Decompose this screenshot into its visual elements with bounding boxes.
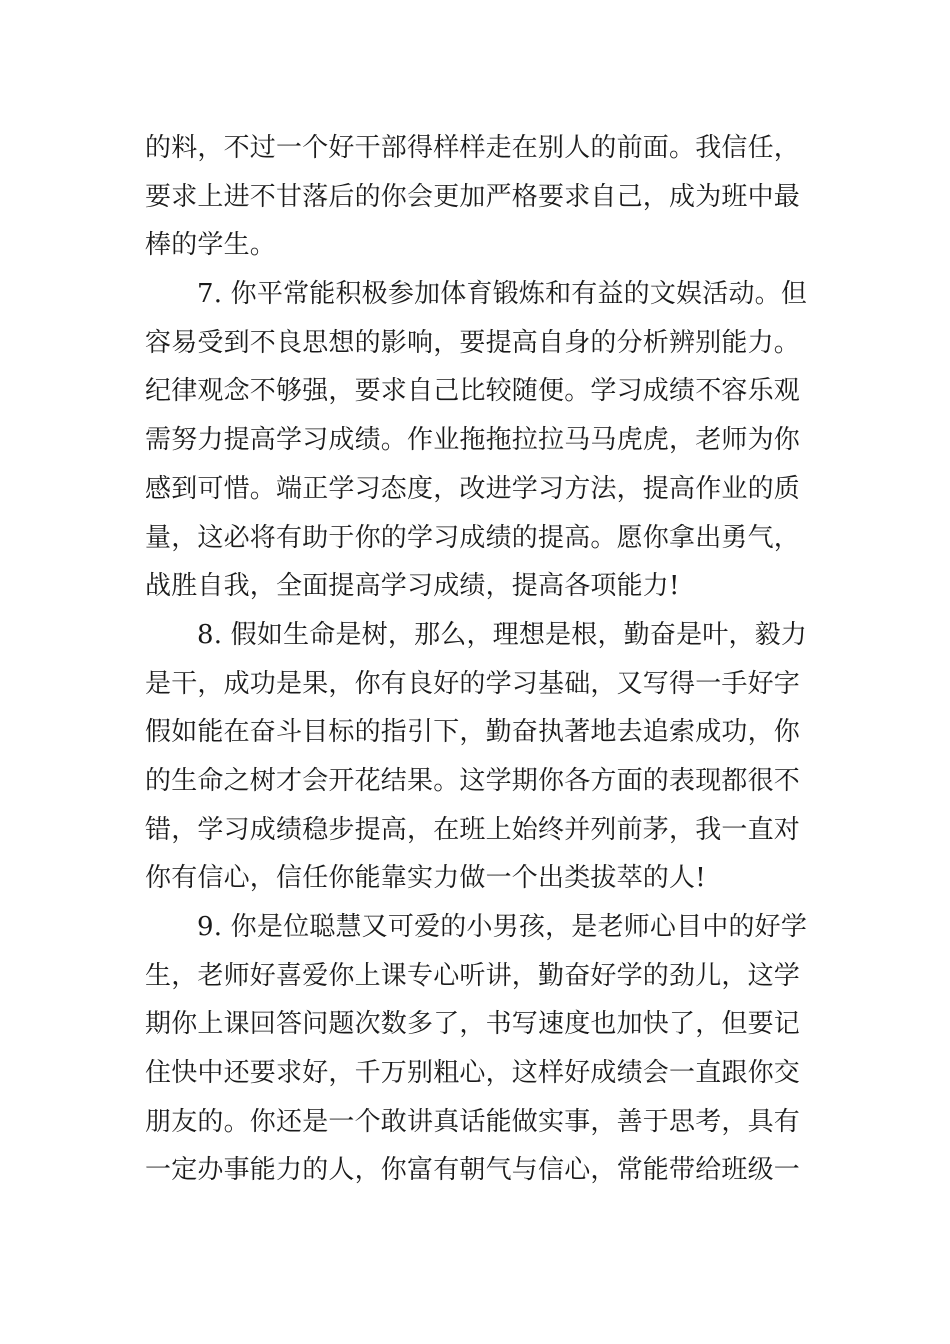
text-line: 容易受到不良思想的影响，要提高自身的分析辨别能力。 [145, 327, 801, 358]
text-line: 一定办事能力的人，你富有朝气与信心，常能带给班级一 [145, 1155, 801, 1186]
text-line: 要求上进不甘落后的你会更加严格要求自己，成为班中最 [145, 181, 801, 212]
text-line: 战胜自我，全面提高学习成绩，提高各项能力! [145, 571, 680, 602]
text-line: 9. 你是位聪慧又可爱的小男孩，是老师心目中的好学 [197, 912, 807, 942]
text-line: 需努力提高学习成绩。作业拖拖拉拉马马虎虎，老师为你 [145, 425, 801, 456]
text-line: 生，老师好喜爱你上课专心听讲，勤奋好学的劲儿，这学 [145, 960, 801, 991]
text-line: 感到可惜。端正学习态度，改进学习方法，提高作业的质 [145, 473, 801, 504]
text-line: 假如能在奋斗目标的指引下，勤奋执著地去追索成功，你 [145, 717, 801, 748]
text-line: 量，这必将有助于你的学习成绩的提高。愿你拿出勇气， [145, 522, 801, 553]
text-line: 棒的学生。 [145, 230, 277, 261]
text-line: 错，学习成绩稳步提高，在班上始终并列前茅，我一直对 [145, 814, 801, 845]
text-line: 你有信心，信任你能靠实力做一个出类拔萃的人! [145, 863, 706, 894]
text-line: 纪律观念不够强，要求自己比较随便。学习成绩不容乐观 [145, 376, 801, 407]
text-line: 是干，成功是果，你有良好的学习基础，又写得一手好字 [145, 668, 801, 699]
text-line: 住快中还要求好，千万别粗心，这样好成绩会一直跟你交 [145, 1058, 801, 1089]
text-line: 期你上课回答问题次数多了，书写速度也加快了，但要记 [145, 1009, 801, 1040]
text-line: 7. 你平常能积极参加体育锻炼和有益的文娱活动。但 [197, 279, 807, 310]
text-line: 的料，不过一个好干部得样样走在别人的前面。我信任， [145, 133, 801, 163]
text-line: 朋友的。你还是一个敢讲真话能做实事，善于思考，具有 [145, 1106, 801, 1137]
text-line: 的生命之树才会开花结果。这学期你各方面的表现都很不 [145, 765, 801, 796]
document-text-body [145, 124, 807, 1195]
text-line: 8. 假如生命是树，那么，理想是根，勤奋是叶，毅力 [197, 619, 807, 650]
